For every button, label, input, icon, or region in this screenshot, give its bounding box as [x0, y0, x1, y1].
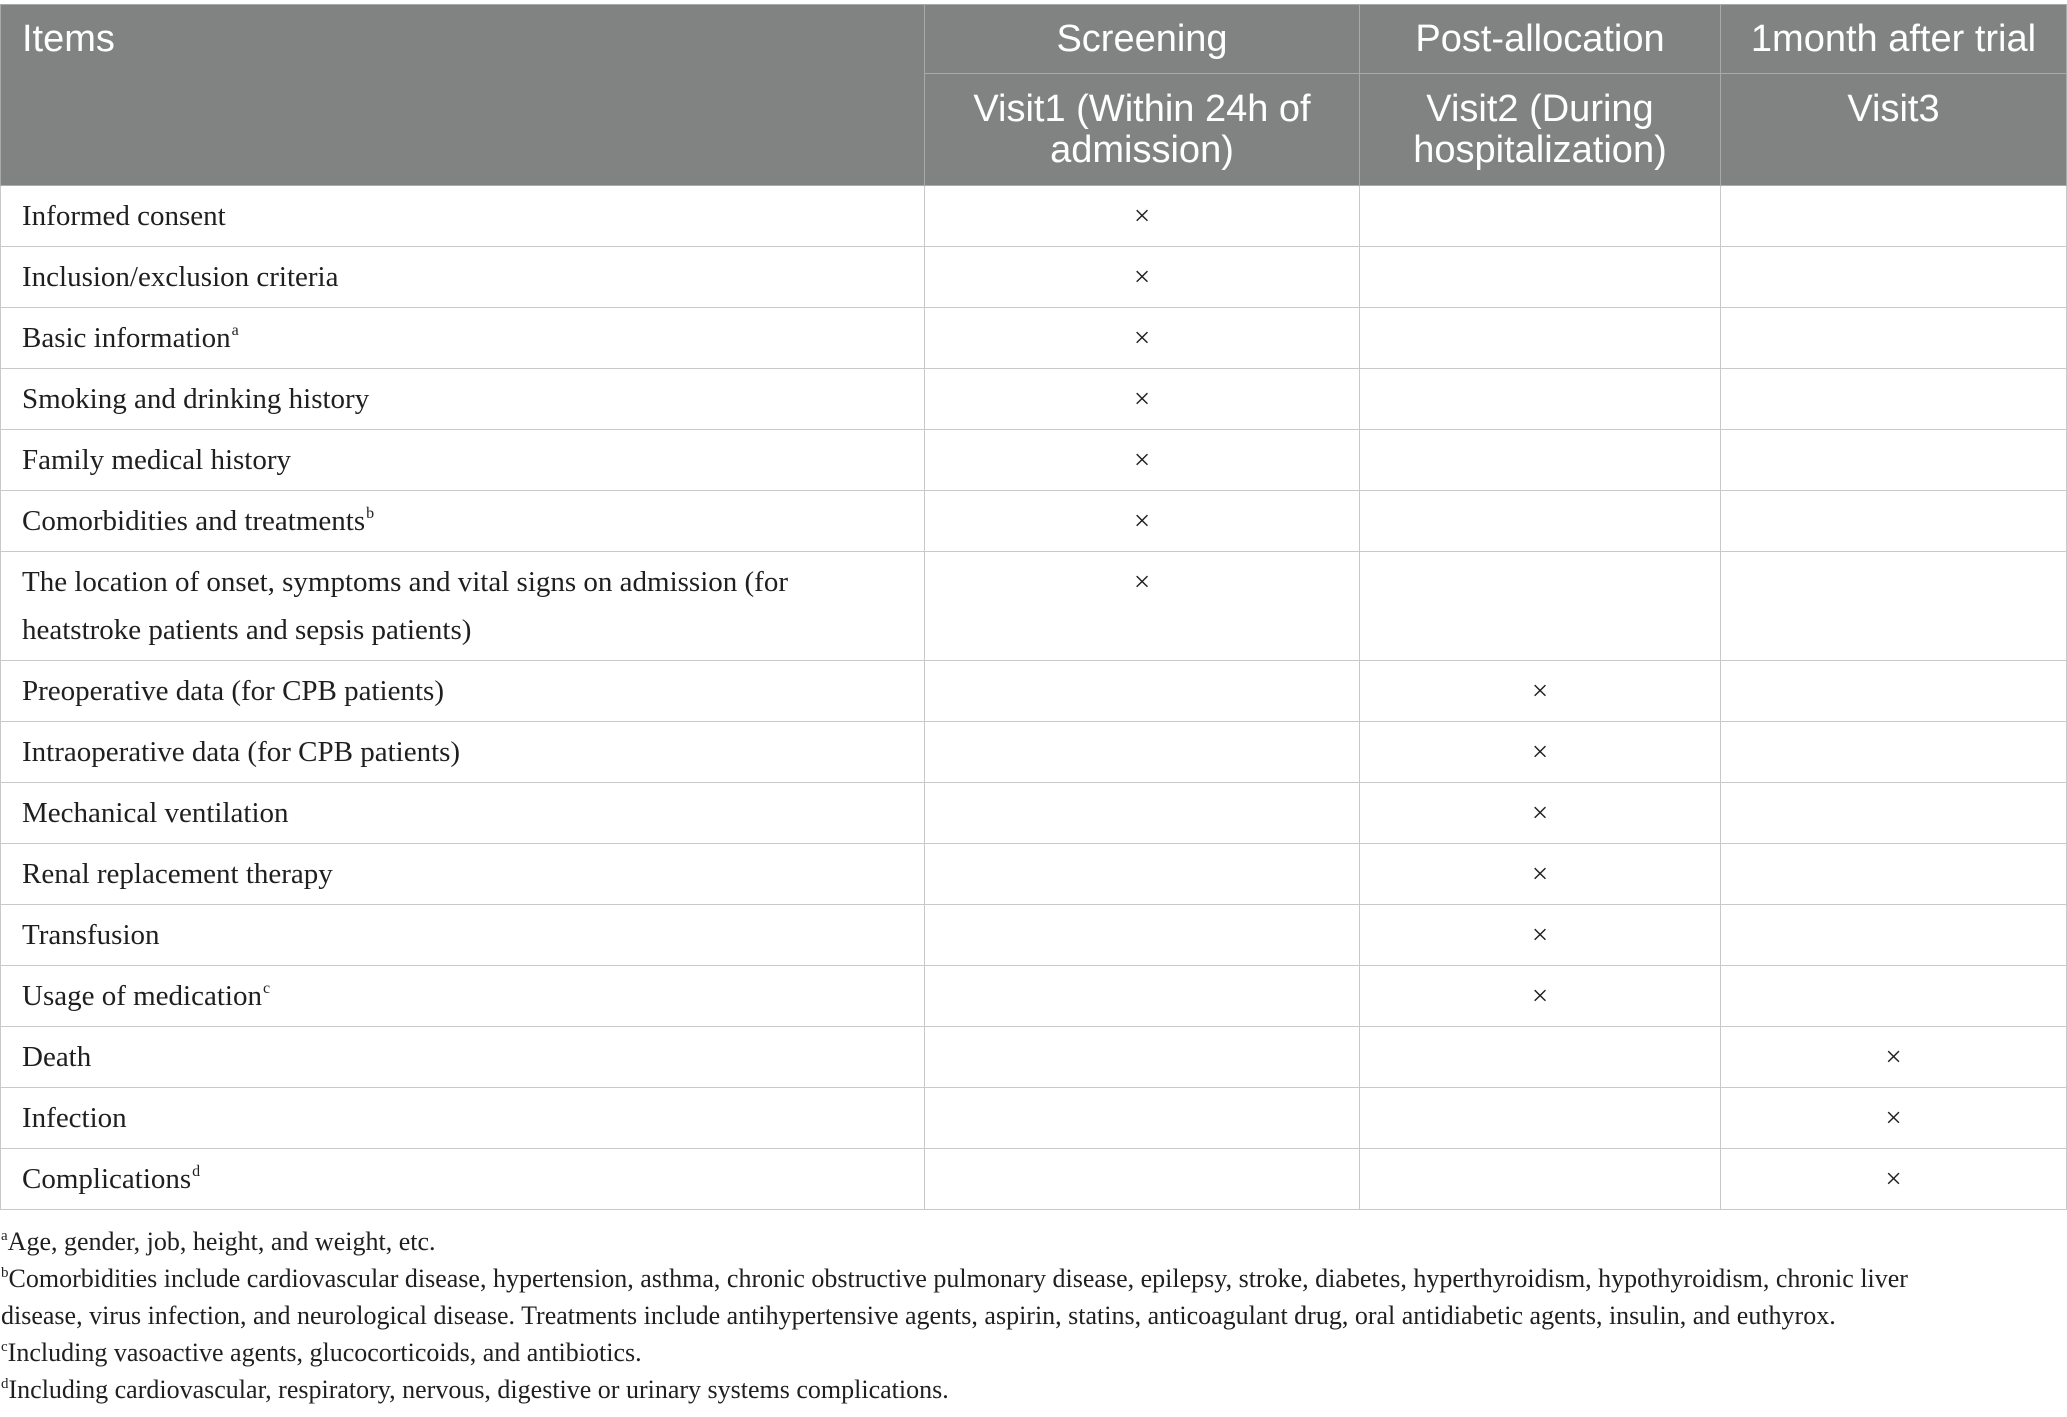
visit1-mark-cell: × — [925, 186, 1360, 247]
item-cell — [1, 905, 925, 966]
item-label: Family medical history — [22, 444, 292, 476]
visit3-mark-cell — [1721, 844, 2067, 905]
visit2-mark-cell — [1360, 491, 1721, 552]
table-row — [1, 308, 2067, 369]
item-cell — [1, 491, 925, 552]
visit1-mark-cell: × — [925, 430, 1360, 491]
table-row — [1, 1027, 2067, 1088]
item-cell — [1, 844, 925, 905]
item-label: Mechanical ventilation — [22, 797, 289, 829]
visit3-mark-cell — [1721, 661, 2067, 722]
visit2-mark-cell — [1360, 369, 1721, 430]
item-cell — [1, 1088, 925, 1149]
visit3-mark-cell: × — [1721, 1149, 2067, 1210]
table-row — [1, 905, 2067, 966]
header-row-phases — [1, 5, 2067, 74]
visit2-mark-cell — [1360, 430, 1721, 491]
table-row — [1, 844, 2067, 905]
visit1-mark-cell — [925, 844, 1360, 905]
item-cell — [1, 661, 925, 722]
phase-header-post-allocation: Post-allocation — [1360, 5, 1721, 74]
table-row — [1, 186, 2067, 247]
footnote-text: Including vasoactive agents, glucocorticoids, and antibiotics. — [7, 1338, 642, 1367]
table-row — [1, 369, 2067, 430]
item-cell — [1, 308, 925, 369]
visit-header-2: Visit2 (During hospitalization) — [1360, 74, 1721, 186]
table-row — [1, 1088, 2067, 1149]
footnote-marker: c — [262, 980, 271, 997]
footnote — [0, 1223, 1950, 1260]
table-footnotes — [0, 1223, 1950, 1408]
visit2-mark-cell — [1360, 1027, 1721, 1088]
item-label: Basic information — [22, 322, 231, 354]
visit2-mark-cell: × — [1360, 905, 1721, 966]
table-row — [1, 247, 2067, 308]
footnote-marker: a — [1, 1228, 8, 1244]
footnote — [0, 1371, 1950, 1408]
visit1-mark-cell — [925, 1027, 1360, 1088]
visit1-mark-cell: × — [925, 491, 1360, 552]
item-label: Infection — [22, 1102, 127, 1134]
table-body — [1, 186, 2067, 1210]
item-label: Preoperative data (for CPB patients) — [22, 675, 444, 707]
visit2-mark-cell: × — [1360, 783, 1721, 844]
item-cell — [1, 552, 925, 661]
table-row — [1, 783, 2067, 844]
item-label: Renal replacement therapy — [22, 858, 333, 890]
item-cell — [1, 430, 925, 491]
table-row — [1, 430, 2067, 491]
table-header — [1, 5, 2067, 186]
visit2-mark-cell — [1360, 186, 1721, 247]
item-cell — [1, 966, 925, 1027]
item-cell — [1, 247, 925, 308]
item-cell — [1, 186, 925, 247]
footnote-text: Age, gender, job, height, and weight, etc. — [7, 1227, 436, 1256]
item-cell — [1, 783, 925, 844]
item-cell — [1, 1027, 925, 1088]
visit3-mark-cell — [1721, 186, 2067, 247]
footnote-marker: d — [192, 1163, 201, 1180]
footnote — [0, 1260, 1950, 1334]
visit3-mark-cell — [1721, 966, 2067, 1027]
visit1-mark-cell — [925, 783, 1360, 844]
visit-header-1: Visit1 (Within 24h of admission) — [925, 74, 1360, 186]
visit3-mark-cell — [1721, 783, 2067, 844]
item-label: Complications — [22, 1163, 192, 1195]
visit3-mark-cell — [1721, 308, 2067, 369]
visit1-mark-cell — [925, 905, 1360, 966]
visit2-mark-cell — [1360, 308, 1721, 369]
visit1-mark-cell — [925, 1149, 1360, 1210]
item-label: Death — [22, 1041, 92, 1073]
footnote-marker: c — [1, 1339, 8, 1355]
visit-header-3: Visit3 — [1721, 74, 2067, 186]
visit3-mark-cell — [1721, 430, 2067, 491]
visit3-mark-cell — [1721, 905, 2067, 966]
visit2-mark-cell — [1360, 1149, 1721, 1210]
table-row — [1, 1149, 2067, 1210]
visit2-mark-cell — [1360, 552, 1721, 661]
table-row — [1, 966, 2067, 1027]
item-label: Comorbidities and treatments — [22, 505, 366, 537]
visit1-mark-cell: × — [925, 552, 1360, 661]
visit2-mark-cell: × — [1360, 661, 1721, 722]
visit2-mark-cell — [1360, 247, 1721, 308]
footnote — [0, 1334, 1950, 1371]
visit1-mark-cell — [925, 722, 1360, 783]
item-label: Intraoperative data (for CPB patients) — [22, 736, 461, 768]
table-row — [1, 661, 2067, 722]
visit1-mark-cell — [925, 1088, 1360, 1149]
footnote-text: Comorbidities include cardiovascular disease, hypertension, asthma, chronic obstructive pulmonary disease, epilepsy, stroke, diabetes, hyperthyroidism, hypothyroidism, chronic liver disease, virus infection, and neurological disease. Treatments include antihypertensive agents, aspirin, statins, anticoagulant drug, oral antidiabetic agents, insulin, and euthyrox. — [1, 1264, 1908, 1330]
phase-header-after-trial: 1month after trial — [1721, 5, 2067, 74]
footnote-marker: b — [1, 1265, 9, 1281]
table-row — [1, 491, 2067, 552]
table-row — [1, 552, 2067, 661]
item-label: The location of onset, symptoms and vital signs on admission (for heatstroke patients and sepsis patients) — [22, 566, 788, 646]
visit3-mark-cell — [1721, 552, 2067, 661]
item-label: Usage of medication — [22, 980, 262, 1012]
visit3-mark-cell — [1721, 247, 2067, 308]
visit3-mark-cell — [1721, 722, 2067, 783]
items-column-header: Items — [1, 5, 925, 186]
visit3-mark-cell: × — [1721, 1088, 2067, 1149]
item-cell — [1, 722, 925, 783]
item-cell — [1, 1149, 925, 1210]
visit3-mark-cell — [1721, 369, 2067, 430]
visit2-mark-cell: × — [1360, 966, 1721, 1027]
visit1-mark-cell — [925, 966, 1360, 1027]
item-label: Transfusion — [22, 919, 160, 951]
visit1-mark-cell: × — [925, 369, 1360, 430]
footnote-marker: b — [366, 505, 375, 522]
table-row — [1, 722, 2067, 783]
visit3-mark-cell — [1721, 491, 2067, 552]
visit2-mark-cell: × — [1360, 844, 1721, 905]
footnote-marker: a — [231, 322, 239, 339]
visit1-mark-cell — [925, 661, 1360, 722]
item-label: Smoking and drinking history — [22, 383, 370, 415]
visit2-mark-cell — [1360, 1088, 1721, 1149]
visit2-mark-cell: × — [1360, 722, 1721, 783]
phase-header-screening: Screening — [925, 5, 1360, 74]
item-label: Informed consent — [22, 200, 226, 232]
visit-schedule-table — [0, 4, 2067, 1210]
footnote-text: Including cardiovascular, respiratory, nervous, digestive or urinary systems complications. — [8, 1375, 949, 1404]
visit1-mark-cell: × — [925, 308, 1360, 369]
visit1-mark-cell: × — [925, 247, 1360, 308]
visit3-mark-cell: × — [1721, 1027, 2067, 1088]
item-cell — [1, 369, 925, 430]
item-label: Inclusion/exclusion criteria — [22, 261, 339, 293]
footnote-marker: d — [1, 1376, 9, 1392]
